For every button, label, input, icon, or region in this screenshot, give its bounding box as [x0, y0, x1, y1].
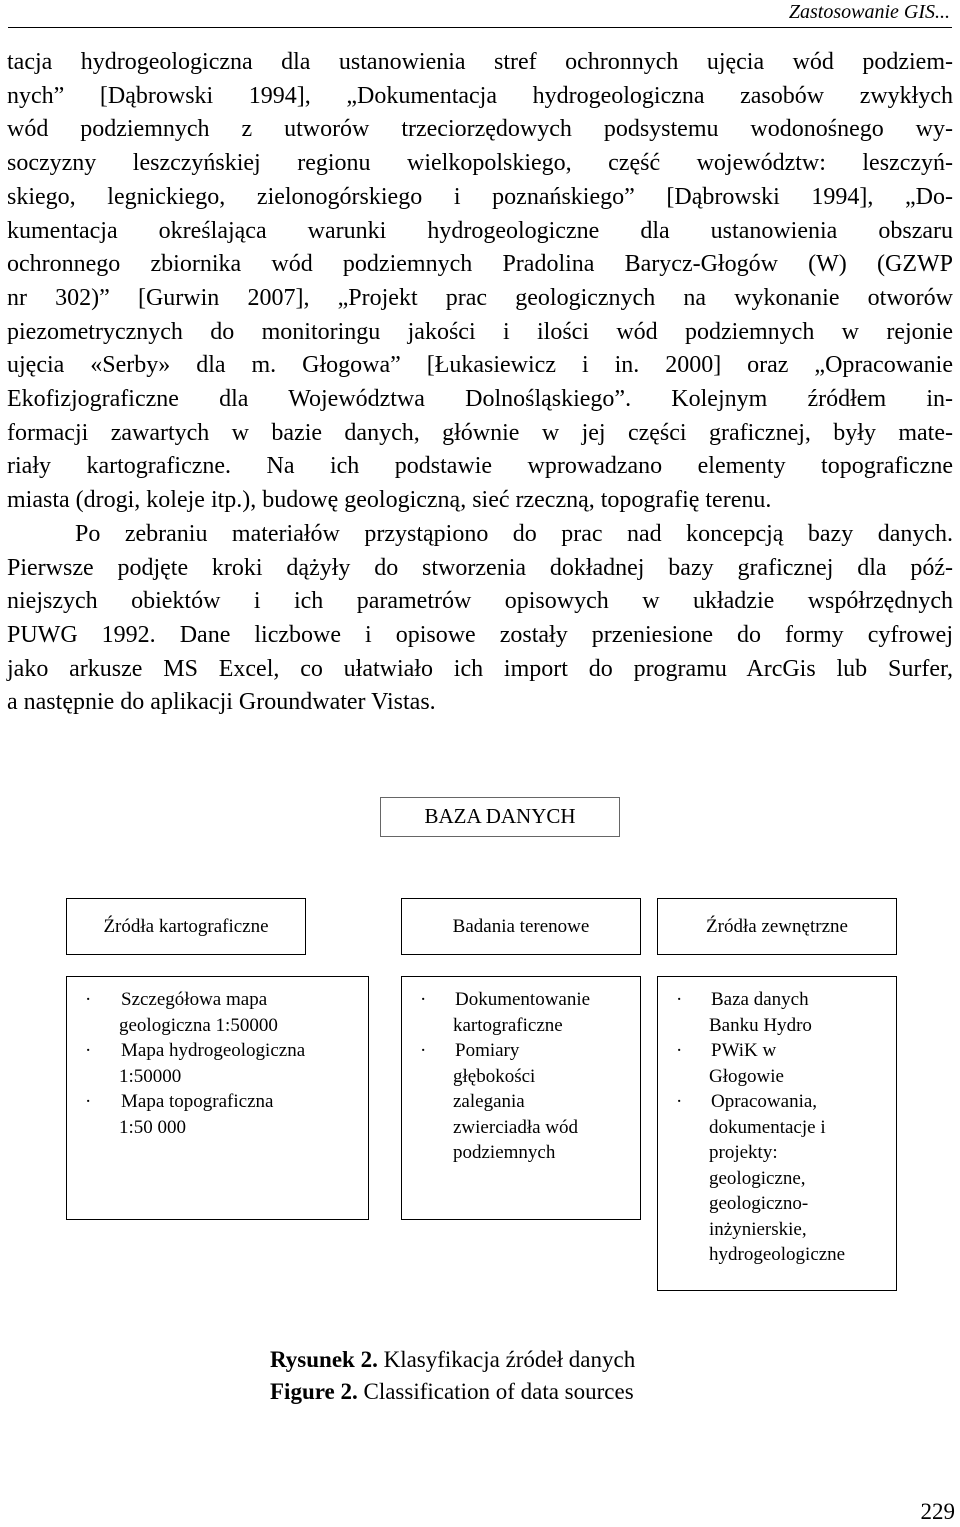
diagram-root-box [380, 797, 620, 837]
text-line: piezometrycznych do monitoringu jakości i ilości wód podziemnych w rejonie [7, 318, 953, 345]
item-line: zalegania [453, 1091, 525, 1112]
text-line: Ekofizjograficzne dla Województwa Dolnośląskiego”. Kolejnym źródłem in- [7, 386, 953, 413]
list-item [402, 987, 640, 1038]
bullet-icon: · [85, 1040, 92, 1061]
item-line: Baza danych [711, 989, 809, 1010]
list-box-cartographic [66, 976, 369, 1220]
bullet-icon: · [420, 1040, 427, 1061]
text-line: nych” [Dąbrowski 1994], „Dokumentacja hydrogeologiczna zasobów zwykłych [7, 82, 953, 109]
item-line: geologiczne, [709, 1167, 806, 1189]
figure-caption [270, 1344, 635, 1408]
text-line: riały kartograficzne. Na ich podstawie wprowadzano elementy topograficzne [7, 453, 953, 480]
text-line: ujęcia «Serby» dla m. Głogowa” [Łukasiewicz i in. 2000] oraz „Opracowanie [7, 352, 953, 379]
item-line: Mapa topograficzna [121, 1091, 274, 1112]
list-item [67, 987, 368, 1038]
item-line: podziemnych [453, 1142, 556, 1163]
bullet-icon: · [85, 1091, 92, 1112]
category-box-cartographic [66, 898, 306, 955]
item-line: dokumentacje i [709, 1116, 826, 1138]
item-line: Pomiary [455, 1040, 520, 1061]
bullet-icon: · [676, 1091, 683, 1112]
text-line: skiego, legnickiego, zielonogórskiego i poznańskiego” [Dąbrowski 1994], „Do- [7, 183, 953, 210]
bullet-icon: · [676, 1040, 683, 1061]
item-line: Mapa hydrogeologiczna [121, 1040, 306, 1061]
caption-label: Figure 2. [270, 1379, 358, 1404]
text-line: ochronnego zbiornika wód podziemnych Pradolina Barycz-Głogów (W) (GZWP [7, 251, 953, 278]
page-number: 229 [920, 1499, 955, 1524]
category-box-field-research [401, 898, 641, 955]
item-line: zwierciadła wód [453, 1116, 579, 1138]
list-item [67, 1089, 368, 1140]
item-line: kartograficzne [453, 1014, 563, 1036]
list-item [658, 987, 896, 1038]
list-item [658, 1038, 896, 1089]
text-line: jako arkusze MS Excel, co ułatwiało ich import do programu ArcGis lub Surfer, [7, 655, 953, 682]
text-line: kumentacja określająca warunki hydrogeologiczne dla ustanowienia obszaru [7, 217, 953, 244]
category-label: Źródła zewnętrzne [706, 915, 848, 937]
text-line: PUWG 1992. Dane liczbowe i opisowe zostały przeniesione do formy cyfrowej [7, 621, 953, 648]
running-header: Zastosowanie GIS... [788, 1, 950, 23]
text-line: formacji zawartych w bazie danych, głównie w jej części graficznej, były mate- [7, 419, 953, 446]
bullet-icon: · [676, 989, 683, 1010]
item-line: Opracowania, [711, 1091, 818, 1112]
text-line: miasta (drogi, koleje itp.), budowę geologiczną, sieć rzeczną, topografię terenu. [7, 487, 772, 514]
text-line: niejszych obiektów i ich parametrów opisowych w układzie współrzędnych [7, 588, 953, 615]
diagram-root-label: BAZA DANYCH [424, 804, 576, 829]
item-line: Banku Hydro [709, 1014, 812, 1036]
item-line: Dokumentowanie [455, 989, 591, 1010]
item-line: geologiczna 1:50000 [119, 1014, 278, 1036]
bullet-icon: · [85, 989, 92, 1010]
item-line: 1:50000 [119, 1065, 182, 1087]
caption-english [270, 1376, 635, 1408]
body-text [7, 46, 953, 720]
list-item [402, 1038, 640, 1166]
caption-text: Klasyfikacja źródeł danych [377, 1347, 636, 1372]
text-line: Po zebraniu materiałów przystąpiono do prac nad koncepcją bazy danych. [75, 520, 953, 547]
item-line: Głogowie [709, 1065, 784, 1087]
item-line: głębokości [453, 1065, 536, 1087]
category-box-external [657, 898, 897, 955]
list-box-field-research [401, 976, 641, 1220]
item-line: Szczegółowa mapa [121, 989, 268, 1010]
item-line: geologiczno- [709, 1193, 809, 1214]
category-label: Źródła kartograficzne [103, 915, 269, 937]
text-line: wód podziemnych z utworów trzeciorzędowych podsystemu wodonośnego wy- [7, 116, 953, 143]
bullet-icon: · [420, 989, 427, 1010]
item-line: projekty: [709, 1142, 778, 1163]
list-item [658, 1089, 896, 1268]
item-line: inżynierskie, [709, 1218, 807, 1240]
list-box-external [657, 976, 897, 1291]
caption-text: Classification of data sources [357, 1379, 634, 1404]
text-line: soczyzny leszczyńskiej regionu wielkopolskiego, część województw: leszczyń- [7, 150, 953, 177]
category-label: Badania terenowe [452, 915, 590, 937]
item-line: hydrogeologiczne [709, 1244, 846, 1265]
text-line: nr 302)” [Gurwin 2007], „Projekt prac geologicznych na wykonanie otworów [7, 284, 953, 311]
text-line: tacja hydrogeologiczna dla ustanowienia stref ochronnych ujęcia wód podziem- [7, 49, 953, 75]
item-line: 1:50 000 [119, 1116, 187, 1138]
caption-polish [270, 1344, 635, 1376]
item-line: PWiK w [711, 1040, 777, 1061]
caption-label: Rysunek 2. [270, 1347, 378, 1372]
text-line: Pierwsze podjęte kroki dążyły do stworzenia dokładnej bazy graficznej dla póź- [7, 554, 953, 581]
list-item [67, 1038, 368, 1089]
text-line: a następnie do aplikacji Groundwater Vistas. [7, 689, 436, 716]
header-rule [8, 27, 952, 28]
